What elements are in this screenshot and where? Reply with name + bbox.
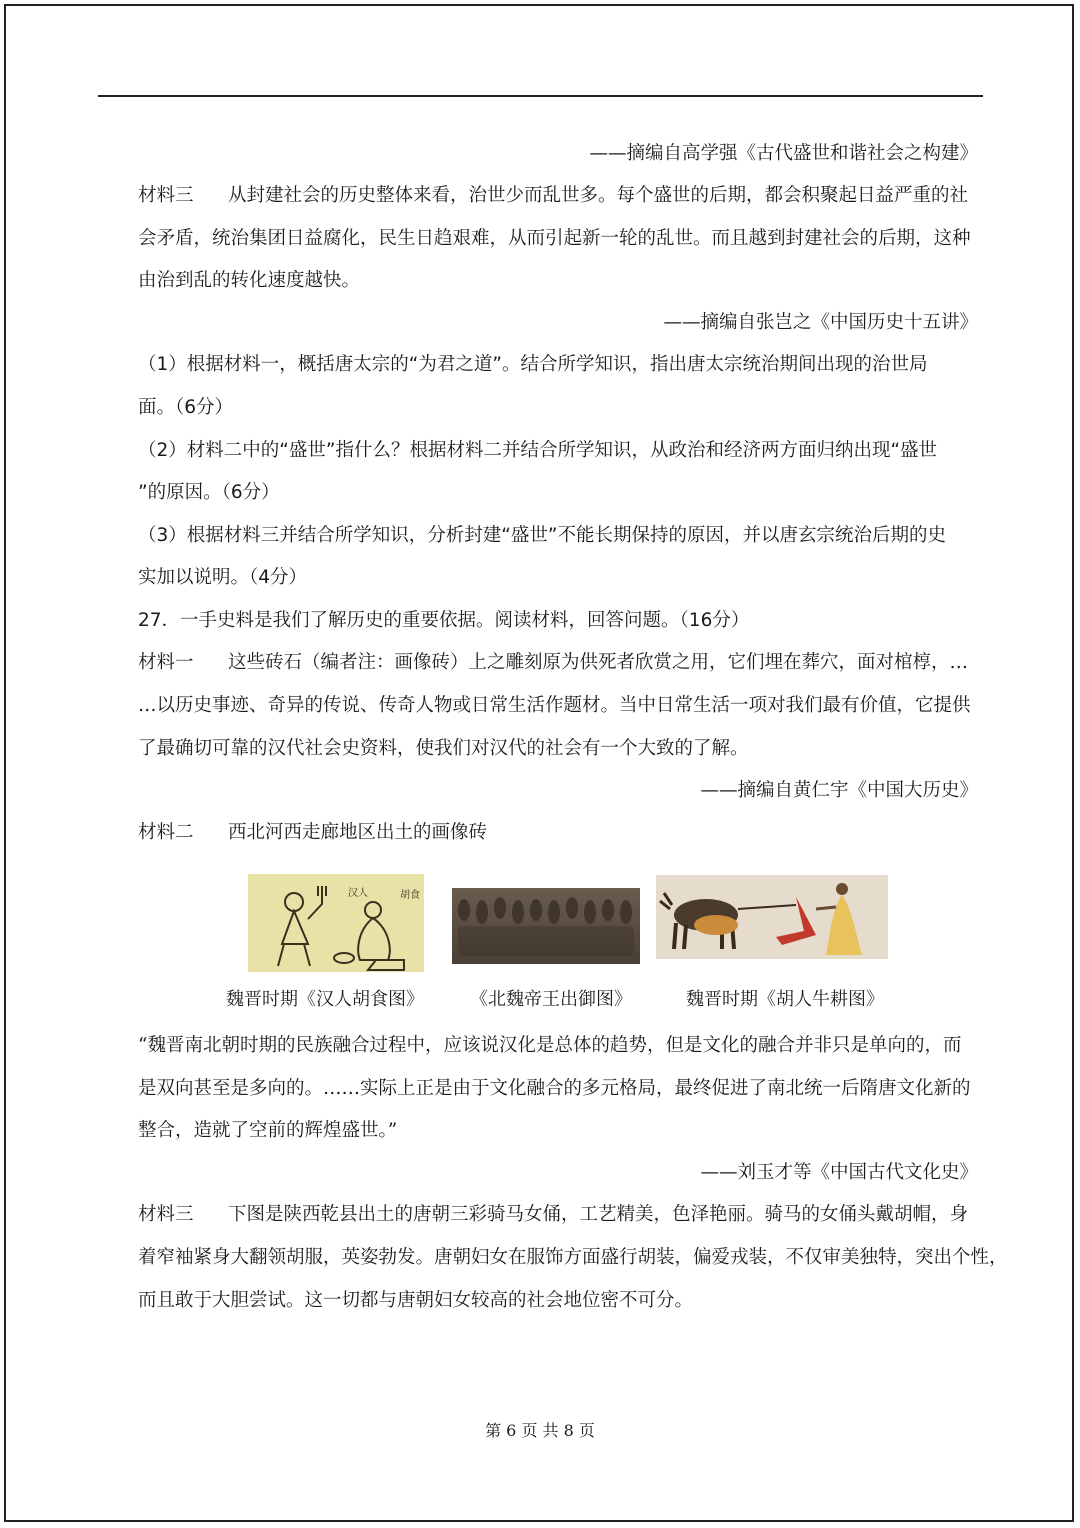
hu-ox-plowing-image xyxy=(656,875,888,959)
hu-ox-plowing-caption: 魏晋时期《胡人牛耕图》 xyxy=(686,989,884,1010)
page-footer: 第 6 页 共 8 页 xyxy=(485,1421,595,1440)
quote-line-3: 整合，造就了空前的辉煌盛世。” xyxy=(138,1120,398,1141)
han-people-sign: 汉人 xyxy=(348,888,368,899)
question-2-line-2: ”的原因。（6分） xyxy=(138,482,280,503)
material-3b-line-3: 而且敢于大胆尝试。这一切都与唐朝妇女较高的社会地位密不可分。 xyxy=(138,1290,694,1311)
material-2-label: 材料二 xyxy=(138,822,194,843)
source-zhang-qizhi: ——摘编自张岂之《中国历史十五讲》 xyxy=(663,312,978,333)
han-hu-food-image xyxy=(248,874,424,972)
ox-plowing-drawing xyxy=(656,875,888,959)
material-3a-line-2: 会矛盾，统治集团日益腐化，民生日趋艰难，从而引起新一轮的乱世。而且越到封建社会的后期，这种 xyxy=(138,228,971,249)
source-liu-yucai: ——刘玉才等《中国古代文化史》 xyxy=(700,1162,978,1183)
han-hu-food-drawing xyxy=(248,874,424,972)
question-27-stem: 27．一手史料是我们了解历史的重要依据。阅读材料，回答问题。（16分） xyxy=(138,610,750,631)
material-1-line-2: …以历史事迹、奇异的传说、传奇人物或日常生活作题材。当中日常生活一项对我们最有价值，它提供 xyxy=(138,695,971,716)
question-3-line-1: （3）根据材料三并结合所学知识，分析封建“盛世”不能长期保持的原因，并以唐玄宗统治后期的史 xyxy=(138,525,946,546)
header-rule xyxy=(98,95,983,97)
han-hu-food-caption: 魏晋时期《汉人胡食图》 xyxy=(226,989,424,1010)
material-3b-label: 材料三 xyxy=(138,1204,194,1225)
northern-wei-procession-image xyxy=(452,888,640,964)
material-3b-line-1 xyxy=(138,1203,988,1227)
northern-wei-procession-caption: 《北魏帝王出御图》 xyxy=(470,989,632,1010)
material-1-text-1: 这些砖石（编者注：画像砖）上之雕刻原为供死者欣赏之用，它们埋在葬穴，面对棺椁，… xyxy=(228,652,969,673)
material-3a-line-1 xyxy=(138,184,988,208)
source-huang-renyu: ——摘编自黄仁宇《中国大历史》 xyxy=(700,780,978,801)
material-3b-text-1: 下图是陕西乾县出土的唐朝三彩骑马女俑，工艺精美，色泽艳丽。骑马的女俑头戴胡帽，身 xyxy=(228,1204,969,1225)
material-1-line-1 xyxy=(138,651,988,675)
hu-food-sign: 胡食 xyxy=(400,890,420,901)
question-1-line-1: （1）根据材料一，概括唐太宗的“为君之道”。结合所学知识，指出唐太宗统治期间出现的治世局 xyxy=(138,354,928,375)
quote-line-1: “魏晋南北朝时期的民族融合过程中，应该说汉化是总体的趋势，但是文化的融合并非只是单向的，而 xyxy=(138,1035,962,1056)
question-2-line-1: （2）材料二中的“盛世”指什么？根据材料二并结合所学知识，从政治和经济两方面归纳出现“盛世 xyxy=(138,440,938,461)
material-3a-text-1: 从封建社会的历史整体来看，治世少而乱世多。每个盛世的后期，都会积聚起日益严重的社 xyxy=(228,185,969,206)
material-1-label: 材料一 xyxy=(138,652,194,673)
material-3a-line-3: 由治到乱的转化速度越快。 xyxy=(138,270,361,291)
material-3b-line-2: 着窄袖紧身大翻领胡服，英姿勃发。唐朝妇女在服饰方面盛行胡装，偏爱戎装，不仅审美独特，突出个性， xyxy=(138,1247,1008,1268)
source-gao-xueqiang: ——摘编自高学强《古代盛世和谐社会之构建》 xyxy=(589,143,978,164)
material-2-line xyxy=(138,821,988,845)
northern-wei-relief-drawing xyxy=(452,888,640,964)
material-2-text: 西北河西走廊地区出土的画像砖 xyxy=(228,822,488,843)
material-1-line-3: 了最确切可靠的汉代社会史资料，使我们对汉代的社会有一个大致的了解。 xyxy=(138,738,749,759)
question-1-line-2: 面。（6分） xyxy=(138,397,234,418)
question-3-line-2: 实加以说明。（4分） xyxy=(138,567,308,588)
material-3a-label: 材料三 xyxy=(138,185,194,206)
quote-line-2: 是双向甚至是多向的。……实际上正是由于文化融合的多元格局，最终促进了南北统一后隋唐文化新的 xyxy=(138,1078,971,1099)
